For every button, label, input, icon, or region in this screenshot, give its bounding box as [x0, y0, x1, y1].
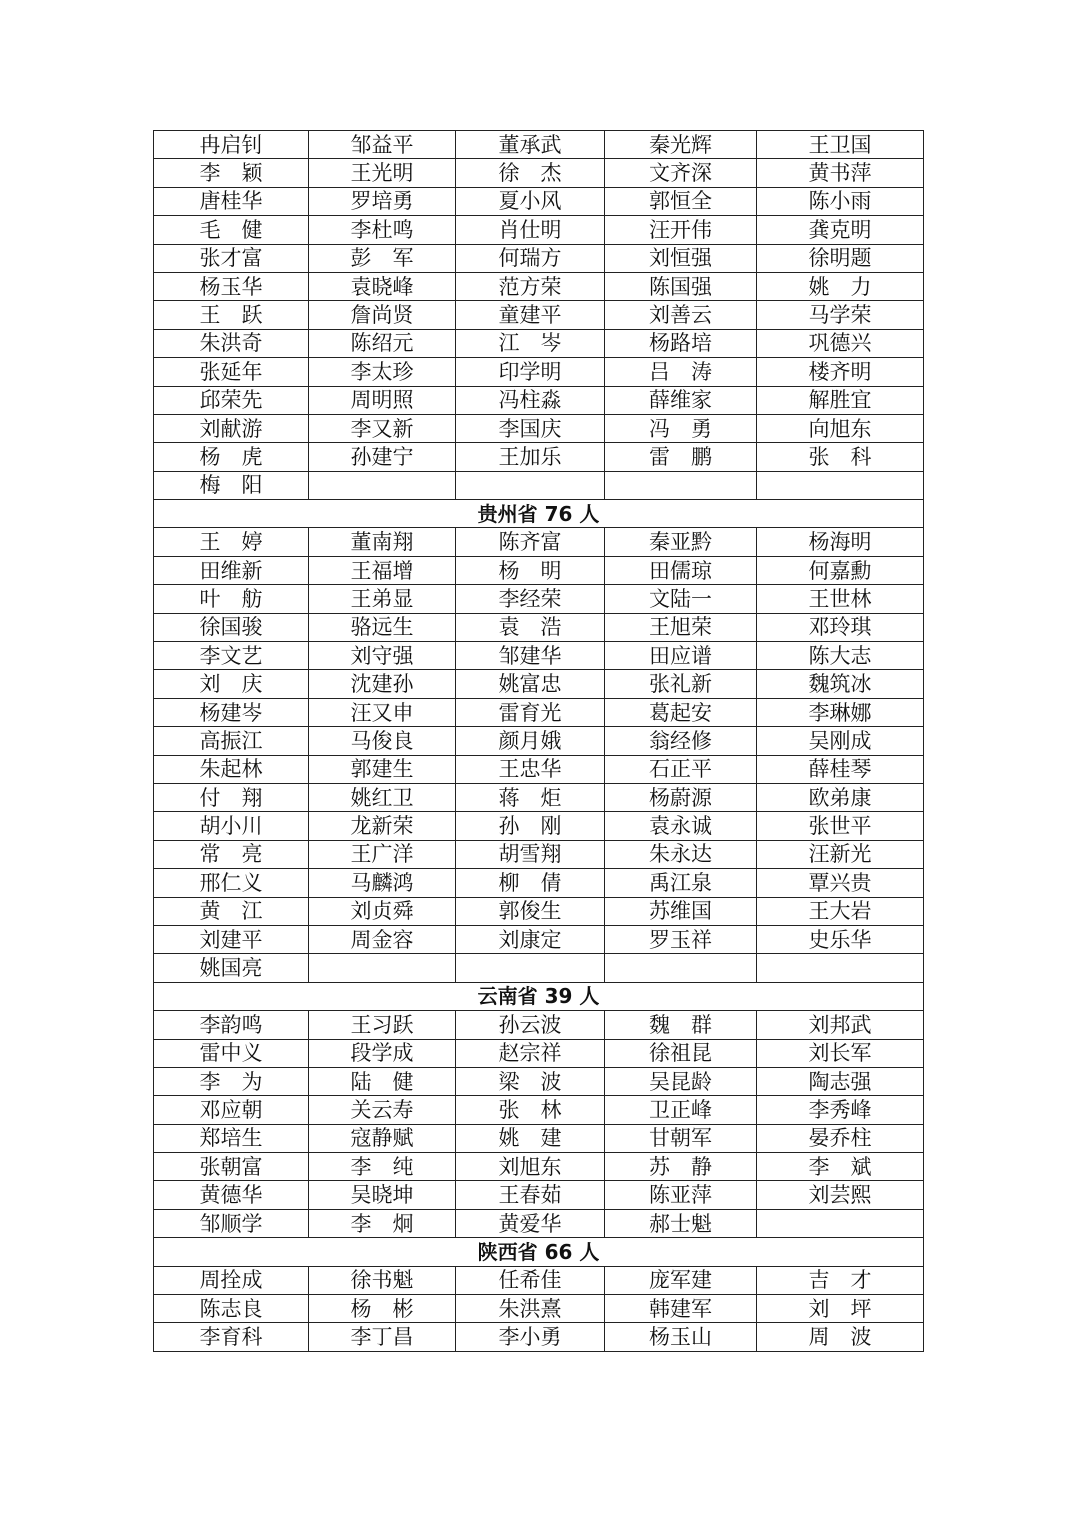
- name-cell: 刘善云: [605, 301, 757, 329]
- name-cell: 欧弟康: [757, 783, 924, 811]
- empty-cell: [456, 954, 605, 982]
- name-cell: 黄书萍: [757, 159, 924, 187]
- name-cell: 朱永达: [605, 840, 757, 868]
- province-header-row: [154, 982, 924, 1010]
- name-cell: 寇静赋: [309, 1124, 456, 1152]
- empty-cell: [456, 471, 605, 499]
- province-header-row: [154, 1238, 924, 1266]
- name-cell: 周 波: [757, 1323, 924, 1351]
- name-cell: 吴刚成: [757, 727, 924, 755]
- name-cell: 李杜鸣: [309, 216, 456, 244]
- name-cell: 张 林: [456, 1096, 605, 1124]
- name-cell: 王福增: [309, 556, 456, 584]
- name-cell: 徐 杰: [456, 159, 605, 187]
- table-row: [154, 1124, 924, 1152]
- name-cell: 郭俊生: [456, 897, 605, 925]
- name-cell: 关云寿: [309, 1096, 456, 1124]
- name-cell: 汪新光: [757, 840, 924, 868]
- table-row: [154, 443, 924, 471]
- name-cell: 袁晓峰: [309, 272, 456, 300]
- name-cell: 陆 健: [309, 1067, 456, 1095]
- name-cell: 王忠华: [456, 755, 605, 783]
- name-cell: 陈亚萍: [605, 1181, 757, 1209]
- name-cell: 向旭东: [757, 414, 924, 442]
- name-cell: 雷育光: [456, 698, 605, 726]
- name-cell: 夏小风: [456, 187, 605, 215]
- name-cell: 郭建生: [309, 755, 456, 783]
- name-cell: 邹顺学: [154, 1209, 309, 1237]
- name-cell: 陈大志: [757, 642, 924, 670]
- empty-cell: [757, 1209, 924, 1237]
- name-cell: 王光明: [309, 159, 456, 187]
- name-cell: 姚 建: [456, 1124, 605, 1152]
- name-cell: 黄 江: [154, 897, 309, 925]
- name-cell: 杨蔚源: [605, 783, 757, 811]
- empty-cell: [309, 471, 456, 499]
- name-cell: 陈绍元: [309, 329, 456, 357]
- province-header-row: [154, 500, 924, 528]
- name-cell: 李琳娜: [757, 698, 924, 726]
- name-cell: 吉 才: [757, 1266, 924, 1294]
- name-cell: 何瑞方: [456, 244, 605, 272]
- name-cell: 李国庆: [456, 414, 605, 442]
- table-row: [154, 727, 924, 755]
- name-cell: 周拴成: [154, 1266, 309, 1294]
- name-cell: 吴晓坤: [309, 1181, 456, 1209]
- table-row: [154, 187, 924, 215]
- name-cell: 胡雪翔: [456, 840, 605, 868]
- name-cell: 苏维国: [605, 897, 757, 925]
- name-cell: 段学成: [309, 1039, 456, 1067]
- name-cell: 秦光辉: [605, 131, 757, 159]
- empty-cell: [309, 954, 456, 982]
- name-cell: 王 跃: [154, 301, 309, 329]
- name-cell: 汪又申: [309, 698, 456, 726]
- name-cell: 魏筑冰: [757, 670, 924, 698]
- name-cell: 李韵鸣: [154, 1011, 309, 1039]
- name-cell: 李 为: [154, 1067, 309, 1095]
- name-cell: 郝士魁: [605, 1209, 757, 1237]
- table-row: [154, 698, 924, 726]
- name-cell: 徐国骏: [154, 613, 309, 641]
- province-heading: 云南省 39 人: [154, 982, 924, 1010]
- name-cell: 陈志良: [154, 1295, 309, 1323]
- name-cell: 梁 波: [456, 1067, 605, 1095]
- name-cell: 李秀峰: [757, 1096, 924, 1124]
- name-cell: 黄爱华: [456, 1209, 605, 1237]
- name-cell: 刘贞舜: [309, 897, 456, 925]
- name-cell: 刘 庆: [154, 670, 309, 698]
- table-row: [154, 670, 924, 698]
- table-row: [154, 812, 924, 840]
- name-cell: 杨玉华: [154, 272, 309, 300]
- name-cell: 何嘉勳: [757, 556, 924, 584]
- table-row: [154, 528, 924, 556]
- name-cell: 刘恒强: [605, 244, 757, 272]
- name-cell: 马学荣: [757, 301, 924, 329]
- name-cell: 李小勇: [456, 1323, 605, 1351]
- name-cell: 邢仁义: [154, 869, 309, 897]
- name-cell: 王旭荣: [605, 613, 757, 641]
- table-row: [154, 954, 924, 982]
- name-cell: 刘建平: [154, 925, 309, 953]
- table-row: [154, 301, 924, 329]
- table-row: [154, 1295, 924, 1323]
- name-cell: 常 亮: [154, 840, 309, 868]
- name-cell: 杨路培: [605, 329, 757, 357]
- name-cell: 蒋 炬: [456, 783, 605, 811]
- name-cell: 任希佳: [456, 1266, 605, 1294]
- name-cell: 薛桂琴: [757, 755, 924, 783]
- empty-cell: [605, 954, 757, 982]
- name-cell: 邹益平: [309, 131, 456, 159]
- empty-cell: [757, 954, 924, 982]
- name-cell: 李 斌: [757, 1153, 924, 1181]
- table-row: [154, 1153, 924, 1181]
- name-cell: 王卫国: [757, 131, 924, 159]
- name-cell: 叶 舫: [154, 585, 309, 613]
- name-cell: 唐桂华: [154, 187, 309, 215]
- name-cell: 周明照: [309, 386, 456, 414]
- empty-cell: [757, 471, 924, 499]
- name-cell: 巩德兴: [757, 329, 924, 357]
- name-cell: 汪开伟: [605, 216, 757, 244]
- name-cell: 李丁昌: [309, 1323, 456, 1351]
- name-cell: 田应谱: [605, 642, 757, 670]
- name-cell: 肖仕明: [456, 216, 605, 244]
- table-row: [154, 840, 924, 868]
- name-cell: 刘长军: [757, 1039, 924, 1067]
- name-cell: 文齐深: [605, 159, 757, 187]
- name-cell: 王习跃: [309, 1011, 456, 1039]
- name-cell: 雷 鹏: [605, 443, 757, 471]
- name-cell: 覃兴贵: [757, 869, 924, 897]
- name-cell: 姚国亮: [154, 954, 309, 982]
- name-cell: 高振江: [154, 727, 309, 755]
- name-cell: 孙云波: [456, 1011, 605, 1039]
- name-cell: 陶志强: [757, 1067, 924, 1095]
- name-cell: 赵宗祥: [456, 1039, 605, 1067]
- name-cell: 雷中义: [154, 1039, 309, 1067]
- table-row: [154, 897, 924, 925]
- name-cell: 葛起安: [605, 698, 757, 726]
- name-cell: 骆远生: [309, 613, 456, 641]
- name-cell: 杨 虎: [154, 443, 309, 471]
- name-cell: 刘献游: [154, 414, 309, 442]
- name-cell: 冯柱淼: [456, 386, 605, 414]
- name-cell: 禹江泉: [605, 869, 757, 897]
- table-row: [154, 1011, 924, 1039]
- table-row: [154, 642, 924, 670]
- name-cell: 王世林: [757, 585, 924, 613]
- name-cell: 邓应朝: [154, 1096, 309, 1124]
- name-roster-table: [153, 130, 924, 1352]
- name-cell: 郑培生: [154, 1124, 309, 1152]
- name-cell: 周金容: [309, 925, 456, 953]
- name-cell: 朱洪奇: [154, 329, 309, 357]
- table-row: [154, 869, 924, 897]
- name-cell: 张朝富: [154, 1153, 309, 1181]
- table-row: [154, 131, 924, 159]
- name-cell: 卫正峰: [605, 1096, 757, 1124]
- name-cell: 史乐华: [757, 925, 924, 953]
- name-cell: 孙 刚: [456, 812, 605, 840]
- name-cell: 冉启钊: [154, 131, 309, 159]
- name-cell: 庞军建: [605, 1266, 757, 1294]
- table-row: [154, 414, 924, 442]
- table-row: [154, 755, 924, 783]
- name-cell: 苏 静: [605, 1153, 757, 1181]
- name-cell: 楼齐明: [757, 358, 924, 386]
- name-cell: 李太珍: [309, 358, 456, 386]
- name-cell: 刘旭东: [456, 1153, 605, 1181]
- name-cell: 张才富: [154, 244, 309, 272]
- name-cell: 王春茹: [456, 1181, 605, 1209]
- name-cell: 晏乔柱: [757, 1124, 924, 1152]
- name-cell: 梅 阳: [154, 471, 309, 499]
- name-cell: 李育科: [154, 1323, 309, 1351]
- name-cell: 李文艺: [154, 642, 309, 670]
- table-row: [154, 272, 924, 300]
- name-cell: 杨海明: [757, 528, 924, 556]
- table-row: [154, 1067, 924, 1095]
- name-cell: 龙新荣: [309, 812, 456, 840]
- name-cell: 文陆一: [605, 585, 757, 613]
- name-cell: 张延年: [154, 358, 309, 386]
- name-cell: 付 翔: [154, 783, 309, 811]
- province-heading: 贵州省 76 人: [154, 500, 924, 528]
- name-cell: 杨 明: [456, 556, 605, 584]
- name-cell: 彭 军: [309, 244, 456, 272]
- name-cell: 解胜宜: [757, 386, 924, 414]
- name-cell: 吕 涛: [605, 358, 757, 386]
- roster-body: [154, 131, 924, 1352]
- name-cell: 田儒琼: [605, 556, 757, 584]
- name-cell: 刘康定: [456, 925, 605, 953]
- name-cell: 冯 勇: [605, 414, 757, 442]
- name-cell: 徐书魁: [309, 1266, 456, 1294]
- name-cell: 黄德华: [154, 1181, 309, 1209]
- name-cell: 柳 倩: [456, 869, 605, 897]
- table-row: [154, 1181, 924, 1209]
- name-cell: 翁经修: [605, 727, 757, 755]
- name-cell: 韩建军: [605, 1295, 757, 1323]
- name-cell: 王广洋: [309, 840, 456, 868]
- table-row: [154, 329, 924, 357]
- name-cell: 石正平: [605, 755, 757, 783]
- table-row: [154, 613, 924, 641]
- name-cell: 甘朝军: [605, 1124, 757, 1152]
- name-cell: 张 科: [757, 443, 924, 471]
- name-cell: 王加乐: [456, 443, 605, 471]
- name-cell: 杨 彬: [309, 1295, 456, 1323]
- name-cell: 杨玉山: [605, 1323, 757, 1351]
- name-cell: 刘 坪: [757, 1295, 924, 1323]
- table-row: [154, 585, 924, 613]
- name-cell: 沈建孙: [309, 670, 456, 698]
- name-cell: 刘邦武: [757, 1011, 924, 1039]
- name-cell: 陈国强: [605, 272, 757, 300]
- table-row: [154, 1266, 924, 1294]
- name-cell: 江 岑: [456, 329, 605, 357]
- name-cell: 马麟鸿: [309, 869, 456, 897]
- name-cell: 胡小川: [154, 812, 309, 840]
- name-cell: 朱洪熹: [456, 1295, 605, 1323]
- name-cell: 童建平: [456, 301, 605, 329]
- name-cell: 范方荣: [456, 272, 605, 300]
- table-row: [154, 556, 924, 584]
- table-row: [154, 783, 924, 811]
- name-cell: 李又新: [309, 414, 456, 442]
- name-cell: 王大岩: [757, 897, 924, 925]
- name-cell: 罗玉祥: [605, 925, 757, 953]
- table-row: [154, 925, 924, 953]
- name-cell: 刘芸熙: [757, 1181, 924, 1209]
- table-row: [154, 1039, 924, 1067]
- name-cell: 徐明题: [757, 244, 924, 272]
- name-cell: 毛 健: [154, 216, 309, 244]
- name-cell: 朱起林: [154, 755, 309, 783]
- table-row: [154, 1323, 924, 1351]
- table-row: [154, 1096, 924, 1124]
- name-cell: 马俊良: [309, 727, 456, 755]
- name-cell: 王弟显: [309, 585, 456, 613]
- name-cell: 李 颖: [154, 159, 309, 187]
- name-cell: 薛维家: [605, 386, 757, 414]
- table-row: [154, 471, 924, 499]
- name-cell: 徐祖昆: [605, 1039, 757, 1067]
- name-cell: 秦亚黔: [605, 528, 757, 556]
- table-row: [154, 159, 924, 187]
- name-cell: 龚克明: [757, 216, 924, 244]
- name-cell: 杨建岑: [154, 698, 309, 726]
- name-cell: 邱荣先: [154, 386, 309, 414]
- name-cell: 吴昆龄: [605, 1067, 757, 1095]
- name-cell: 罗培勇: [309, 187, 456, 215]
- name-cell: 袁永诚: [605, 812, 757, 840]
- name-cell: 李经荣: [456, 585, 605, 613]
- name-list-document: [153, 130, 923, 1352]
- name-cell: 王 婷: [154, 528, 309, 556]
- name-cell: 董承武: [456, 131, 605, 159]
- name-cell: 李 纯: [309, 1153, 456, 1181]
- name-cell: 张世平: [757, 812, 924, 840]
- name-cell: 董南翔: [309, 528, 456, 556]
- name-cell: 张礼新: [605, 670, 757, 698]
- province-heading: 陕西省 66 人: [154, 1238, 924, 1266]
- name-cell: 陈齐富: [456, 528, 605, 556]
- name-cell: 郭恒全: [605, 187, 757, 215]
- name-cell: 田维新: [154, 556, 309, 584]
- name-cell: 刘守强: [309, 642, 456, 670]
- table-row: [154, 244, 924, 272]
- name-cell: 李 炯: [309, 1209, 456, 1237]
- table-row: [154, 1209, 924, 1237]
- table-row: [154, 358, 924, 386]
- name-cell: 颜月娥: [456, 727, 605, 755]
- table-row: [154, 386, 924, 414]
- table-row: [154, 216, 924, 244]
- name-cell: 印学明: [456, 358, 605, 386]
- name-cell: 陈小雨: [757, 187, 924, 215]
- name-cell: 姚 力: [757, 272, 924, 300]
- name-cell: 孙建宁: [309, 443, 456, 471]
- name-cell: 詹尚贤: [309, 301, 456, 329]
- name-cell: 姚红卫: [309, 783, 456, 811]
- name-cell: 袁 浩: [456, 613, 605, 641]
- name-cell: 邹建华: [456, 642, 605, 670]
- name-cell: 邓玲琪: [757, 613, 924, 641]
- name-cell: 魏 群: [605, 1011, 757, 1039]
- empty-cell: [605, 471, 757, 499]
- name-cell: 姚富忠: [456, 670, 605, 698]
